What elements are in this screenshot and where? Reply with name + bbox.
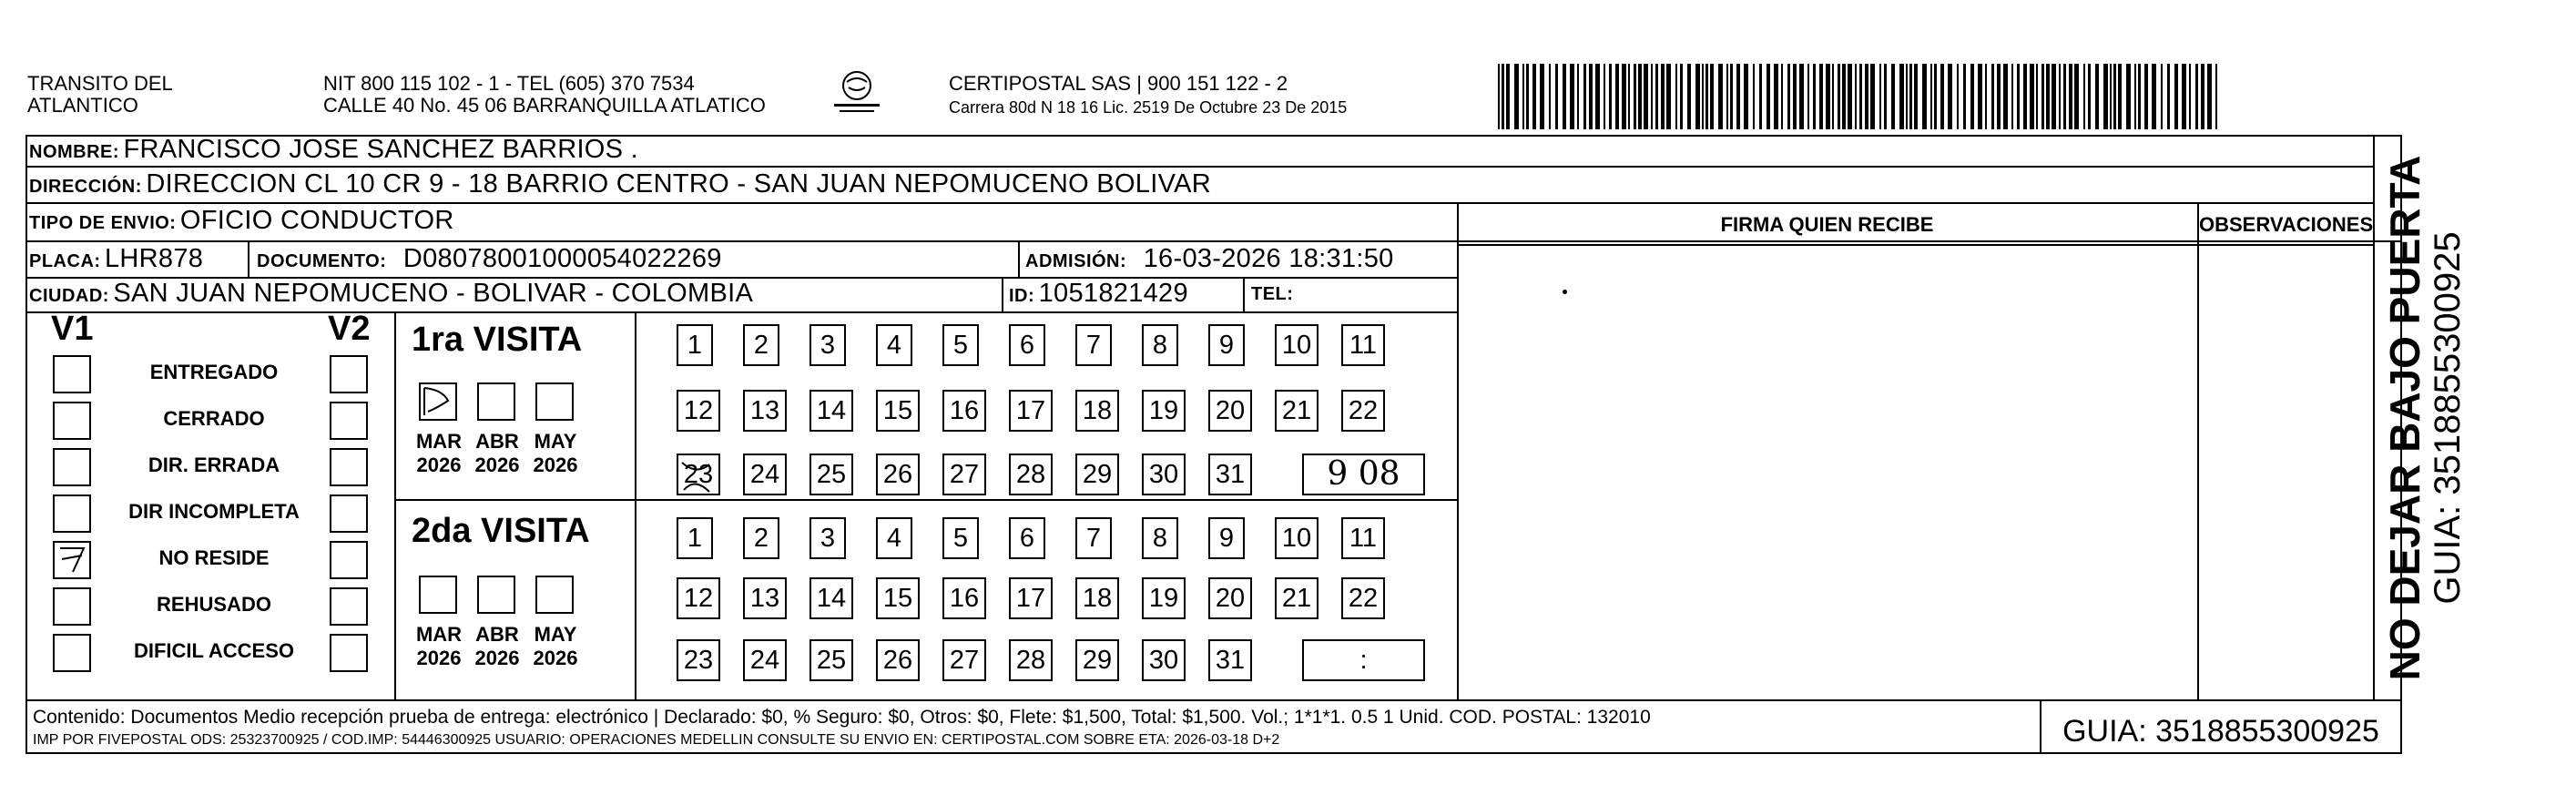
first-visit-month-checkbox[interactable] (535, 382, 574, 421)
barcode-bar (1726, 64, 1728, 129)
v1-checkbox[interactable] (53, 587, 91, 626)
first-visit-day-box[interactable]: 30 (1142, 454, 1186, 495)
courier-license: Carrera 80d N 18 16 Lic. 2519 De Octubre 23 De 2015 (949, 98, 1348, 117)
barcode-bar (1563, 64, 1566, 129)
barcode-bar (1865, 64, 1868, 129)
documento-cell (257, 244, 722, 274)
barcode-bar (2138, 64, 2141, 129)
nombre-row (29, 135, 638, 165)
first-visit-month-label: MAY 2026 (533, 430, 578, 476)
first-visit-day-box[interactable]: 29 (1075, 454, 1119, 495)
second-visit-day-box[interactable]: 12 (677, 577, 720, 619)
barcode-bar (2126, 64, 2131, 129)
barcode-bar (1838, 64, 1840, 129)
first-visit-day-box[interactable]: 20 (1208, 390, 1252, 432)
documento-value: D08078001000054022269 (402, 244, 722, 273)
v1-checkbox[interactable] (53, 494, 91, 533)
first-visit-day-box[interactable]: 1 (677, 324, 713, 366)
barcode-bar (1744, 64, 1748, 129)
barcode-bar (2195, 64, 2198, 129)
second-visit-day-box[interactable]: 28 (1009, 639, 1053, 681)
second-visit-day-box[interactable]: 30 (1142, 639, 1186, 681)
status-option-label: CERRADO (163, 407, 265, 430)
observaciones-header: OBSERVACIONES (2199, 213, 2374, 236)
barcode-bar (1963, 64, 1966, 129)
barcode-bar (1970, 64, 1974, 129)
v2-checkbox[interactable] (330, 587, 368, 626)
barcode-bar (1644, 64, 1648, 129)
first-visit-day-box[interactable]: 6 (1009, 324, 1045, 366)
barcode-bar (2201, 64, 2204, 129)
tel-cell (1251, 284, 1293, 305)
second-visit-day-box[interactable]: 11 (1341, 517, 1385, 559)
tipo-envio-row (29, 206, 454, 236)
v2-checkbox[interactable] (330, 494, 368, 533)
vertical-guia: GUIA: 3518855300925 (2428, 231, 2468, 605)
tipo-label: TIPO DE ENVIO: (29, 213, 177, 233)
nombre-value: FRANCISCO JOSE SANCHEZ BARRIOS . (123, 135, 639, 164)
barcode-icon (1498, 64, 2226, 129)
status-option-label: DIFICIL ACCESO (133, 639, 294, 662)
barcode-bar (1555, 64, 1558, 129)
barcode-bar (1549, 64, 1551, 129)
first-visit-day-box[interactable]: 27 (942, 454, 986, 495)
barcode-bar (1718, 64, 1723, 129)
barcode-bar (1930, 64, 1932, 129)
v2-checkbox[interactable] (330, 541, 368, 579)
barcode-bar (1615, 64, 1619, 129)
barcode-bar (2152, 64, 2156, 129)
barcode-bar (2023, 64, 2027, 129)
barcode-bar (1730, 64, 1733, 129)
barcode-bar (2110, 64, 2112, 129)
barcode-bar (1638, 64, 1642, 129)
second-visit-day-box[interactable]: 20 (1208, 577, 1252, 619)
barcode-bar (2174, 64, 2178, 129)
barcode-bar (1589, 64, 1593, 129)
footer-guia: GUIA: 3518855300925 (2062, 714, 2379, 749)
ciudad-cell (29, 279, 753, 309)
barcode-bar (2052, 64, 2056, 129)
v1-checkbox[interactable] (53, 634, 91, 672)
second-visit-day-box[interactable]: 1 (677, 517, 713, 559)
first-visit-day-box[interactable]: 15 (876, 390, 920, 432)
barcode-bar (2088, 64, 2091, 129)
first-visit-month-checkbox[interactable] (477, 382, 515, 421)
tel-label: TEL: (1251, 284, 1294, 304)
second-visit-day-box[interactable]: 2 (743, 517, 779, 559)
barcode-bar (2063, 64, 2066, 129)
second-visit-day-box[interactable]: 6 (1009, 517, 1045, 559)
barcode-bar (1891, 64, 1895, 129)
barcode-bar (1622, 64, 1626, 129)
v1-checkbox[interactable] (53, 355, 91, 393)
first-visit-day-box[interactable]: 16 (942, 390, 986, 432)
first-visit-month-checkbox[interactable] (419, 382, 457, 421)
second-visit-month-label: ABR 2026 (474, 623, 520, 669)
courier-name: CERTIPOSTAL SAS | 900 151 122 - 2 (949, 72, 1288, 95)
second-visit-label: 2da VISITA (412, 512, 590, 550)
barcode-bar (1655, 64, 1658, 129)
barcode-bar (1787, 64, 1790, 129)
barcode-bar (1522, 64, 1524, 129)
barcode-bar (1753, 64, 1755, 129)
barcode-bar (1848, 64, 1852, 129)
second-visit-day-box[interactable]: 16 (942, 577, 986, 619)
barcode-bar (1832, 64, 1834, 129)
first-visit-day-box[interactable]: 13 (743, 390, 787, 432)
barcode-bar (1855, 64, 1857, 129)
barcode-bar (2167, 64, 2170, 129)
barcode-bar (1502, 64, 1504, 129)
first-visit-day-box[interactable]: 25 (809, 454, 853, 495)
barcode-bar (1767, 64, 1770, 129)
footer-contenido: Contenido: Documentos Medio recepción prueba de entrega: electrónico | Declarado: $0, % Seguro: $0, Otros: $0, Flete: $1,500, Total: $1,500. Vol.; 1*1*1. 0.5 1 Unid. COD. POSTAL: 132010 (33, 707, 1651, 728)
second-visit-day-box[interactable]: 29 (1075, 639, 1119, 681)
first-visit-day-box[interactable]: 26 (876, 454, 920, 495)
barcode-bar (1826, 64, 1830, 129)
second-visit-day-box[interactable]: 21 (1275, 577, 1319, 619)
v2-checkbox[interactable] (330, 402, 368, 440)
barcode-bar (1759, 64, 1762, 129)
second-visit-day-box[interactable]: 19 (1142, 577, 1186, 619)
nombre-label: NOMBRE: (29, 142, 120, 162)
admision-label: ADMISIÓN: (1025, 251, 1127, 271)
barcode-bar (2083, 64, 2085, 129)
second-visit-day-box[interactable]: 13 (743, 577, 787, 619)
first-visit-day-box[interactable]: 12 (677, 390, 720, 432)
v2-checkbox[interactable] (330, 634, 368, 672)
v2-checkbox[interactable] (330, 448, 368, 486)
barcode-bar (2069, 64, 2072, 129)
barcode-bar (1609, 64, 1612, 129)
first-visit-label: 1ra VISITA (412, 321, 583, 359)
second-visit-month-label: MAY 2026 (533, 623, 578, 669)
barcode-bar (1526, 64, 1529, 129)
barcode-bar (1906, 64, 1908, 129)
barcode-bar (1909, 64, 1912, 129)
barcode-bar (1793, 64, 1797, 129)
barcode-bar (1604, 64, 1605, 129)
status-option-label: DIR. ERRADA (148, 454, 280, 476)
v1-checkbox[interactable] (53, 402, 91, 440)
certipostal-logo-icon (830, 67, 883, 120)
first-visit-day-box[interactable]: 9 (1208, 324, 1245, 366)
first-visit-day-box[interactable]: 14 (809, 390, 853, 432)
first-visit-day-box[interactable]: 7 (1075, 324, 1112, 366)
status-option-label: REHUSADO (157, 593, 271, 616)
barcode-bar (1899, 64, 1904, 129)
first-visit-day-box[interactable]: 5 (942, 324, 979, 366)
barcode-bar (2103, 64, 2108, 129)
barcode-bar (2215, 64, 2217, 129)
first-visit-day-box[interactable]: 11 (1341, 324, 1385, 366)
barcode-bar (1628, 64, 1630, 129)
v1-label: V1 (51, 310, 94, 348)
second-visit-day-box[interactable]: 14 (809, 577, 853, 619)
barcode-bar (2036, 64, 2038, 129)
first-visit-day-box[interactable]: 3 (809, 324, 846, 366)
second-visit-day-box[interactable]: 24 (743, 639, 787, 681)
barcode-bar (1710, 64, 1714, 129)
barcode-bar (2161, 64, 2163, 129)
footer-imp: IMP POR FIVEPOSTAL ODS: 25323700925 / COD.IMP: 54446300925 USUARIO: OPERACIONES MEDELLIN CONSULTE SU ENVIO EN: CERTIPOSTAL.COM SOBRE ETA: 2026-03-18 D+2 (33, 732, 1280, 748)
barcode-bar (1884, 64, 1887, 129)
barcode-bar (1702, 64, 1704, 129)
barcode-bar (1985, 64, 1987, 129)
barcode-bar (1940, 64, 1944, 129)
v1-checkbox[interactable] (53, 541, 91, 579)
second-visit-day-box[interactable]: 4 (876, 517, 912, 559)
status-option-label: NO RESIDE (158, 546, 270, 569)
second-visit-day-box[interactable]: 15 (876, 577, 920, 619)
barcode-bar (1870, 64, 1875, 129)
ciudad-value: SAN JUAN NEPOMUCENO - BOLIVAR - COLOMBIA (113, 279, 754, 308)
second-visit-day-box[interactable]: 5 (942, 517, 979, 559)
barcode-bar (1781, 64, 1783, 129)
first-visit-month-label: ABR 2026 (474, 430, 520, 476)
placa-label: PLACA: (29, 251, 101, 271)
barcode-bar (1957, 64, 1959, 129)
barcode-bar (2046, 64, 2050, 129)
barcode-bar (1807, 64, 1809, 129)
issuer-name: TRANSITO DEL ATLANTICO (27, 72, 173, 117)
v1-checkbox[interactable] (53, 448, 91, 486)
barcode-bar (1736, 64, 1740, 129)
barcode-bar (2113, 64, 2116, 129)
second-visit-day-box[interactable]: 3 (809, 517, 846, 559)
second-visit-day-box[interactable]: 26 (876, 639, 920, 681)
first-visit-day-box[interactable]: 28 (1009, 454, 1053, 495)
barcode-bar (1595, 64, 1600, 129)
second-visit-day-box[interactable]: 10 (1275, 517, 1319, 559)
documento-label: DOCUMENTO: (257, 251, 387, 271)
barcode-bar (1914, 64, 1918, 129)
second-visit-day-box[interactable]: 27 (942, 639, 986, 681)
barcode-bar (1570, 64, 1574, 129)
status-option-label: ENTREGADO (149, 361, 279, 383)
barcode-bar (2074, 64, 2079, 129)
direccion-row (29, 169, 1211, 199)
placa-value: LHR878 (105, 244, 204, 273)
status-option-label: DIR INCOMPLETA (128, 500, 300, 523)
first-visit-day-box[interactable]: 2 (743, 324, 779, 366)
second-visit-day-box[interactable]: 18 (1075, 577, 1119, 619)
barcode-bar (1506, 64, 1510, 129)
barcode-bar (2059, 64, 2061, 129)
direccion-label: DIRECCIÓN: (29, 177, 142, 197)
barcode-bar (1583, 64, 1586, 129)
v2-checkbox[interactable] (330, 355, 368, 393)
first-visit-month-label: MAR 2026 (415, 430, 463, 476)
barcode-bar (2017, 64, 2020, 129)
barcode-bar (1705, 64, 1708, 129)
barcode-bar (1774, 64, 1778, 129)
barcode-bar (1540, 64, 1544, 129)
barcode-bar (1687, 64, 1691, 129)
first-visit-day-box[interactable]: 10 (1275, 324, 1319, 366)
barcode-bar (1934, 64, 1937, 129)
barcode-bar (1666, 64, 1671, 129)
barcode-bar (1514, 64, 1519, 129)
second-visit-day-box[interactable]: 8 (1142, 517, 1178, 559)
firma-mark (1563, 290, 1567, 294)
barcode-bar (2041, 64, 2044, 129)
second-visit-month-checkbox[interactable] (535, 576, 574, 614)
id-cell (1009, 279, 1188, 309)
barcode-bar (2134, 64, 2136, 129)
first-visit-day-box[interactable]: 19 (1142, 390, 1186, 432)
barcode-bar (2144, 64, 2148, 129)
barcode-bar (1859, 64, 1862, 129)
v2-label: V2 (328, 310, 371, 348)
barcode-bar (1978, 64, 1982, 129)
id-value: 1051821429 (1038, 279, 1188, 308)
barcode-bar (2118, 64, 2122, 129)
first-visit-day-box[interactable]: 8 (1142, 324, 1178, 366)
barcode-bar (1842, 64, 1846, 129)
barcode-bar (1879, 64, 1881, 129)
placa-cell (29, 244, 203, 274)
barcode-bar (1922, 64, 1927, 129)
second-visit-day-box[interactable]: 31 (1208, 639, 1252, 681)
second-visit-month-checkbox[interactable] (419, 576, 457, 614)
first-visit-day-box[interactable]: 18 (1075, 390, 1119, 432)
id-label: ID: (1009, 286, 1035, 306)
ciudad-label: CIUDAD: (29, 286, 109, 306)
first-visit-day-box[interactable]: 24 (743, 454, 787, 495)
barcode-bar (1577, 64, 1579, 129)
second-visit-day-box[interactable]: 7 (1075, 517, 1112, 559)
admision-value: 16-03-2026 18:31:50 (1143, 244, 1394, 273)
barcode-bar (1661, 64, 1665, 129)
first-visit-day-box[interactable]: 23 (677, 454, 720, 495)
vertical-notice (2375, 135, 2475, 701)
barcode-bar (2095, 64, 2099, 129)
barcode-bar (1532, 64, 1536, 129)
issuer-contact: NIT 800 115 102 - 1 - TEL (605) 370 7534 CALLE 40 No. 45 06 BARRANQUILLA ATLATICO (323, 72, 766, 117)
barcode-bar (2011, 64, 2013, 129)
barcode-bar (1675, 64, 1677, 129)
barcode-bar (1991, 64, 1994, 129)
first-visit-day-box[interactable]: 17 (1009, 390, 1053, 432)
barcode-bar (1634, 64, 1636, 129)
admision-cell (1025, 244, 1394, 274)
firma-header: FIRMA QUIEN RECIBE (1720, 213, 1934, 236)
barcode-bar (1813, 64, 1816, 129)
second-visit-day-box[interactable]: 23 (677, 639, 720, 681)
second-visit-day-box[interactable]: 17 (1009, 577, 1053, 619)
second-visit-day-box[interactable]: 25 (809, 639, 853, 681)
first-visit-day-box[interactable]: 22 (1341, 390, 1385, 432)
barcode-bar (1997, 64, 2001, 129)
barcode-bar (1695, 64, 1700, 129)
barcode-bar (1799, 64, 1804, 129)
tipo-value: OFICIO CONDUCTOR (179, 206, 454, 235)
second-visit-day-box[interactable]: 9 (1208, 517, 1245, 559)
barcode-bar (1680, 64, 1683, 129)
barcode-bar (2030, 64, 2034, 129)
first-visit-time-box[interactable]: 9 08 (1302, 454, 1425, 495)
second-visit-time-box[interactable]: : (1302, 639, 1425, 681)
barcode-bar (1651, 64, 1653, 129)
second-visit-day-box[interactable]: 22 (1341, 577, 1385, 619)
barcode-bar (1948, 64, 1952, 129)
second-visit-month-checkbox[interactable] (477, 576, 515, 614)
barcode-bar (2003, 64, 2008, 129)
barcode-bar (1819, 64, 1823, 129)
second-visit-month-label: MAR 2026 (415, 623, 463, 669)
first-visit-day-box[interactable]: 31 (1208, 454, 1252, 495)
no-dejar-bajo-puerta: NO DEJAR BAJO PUERTA (2381, 155, 2428, 681)
barcode-bar (2207, 64, 2212, 129)
barcode-bar (1498, 64, 1500, 129)
barcode-bar (2182, 64, 2186, 129)
first-visit-day-box[interactable]: 21 (1275, 390, 1319, 432)
first-visit-day-box[interactable]: 4 (876, 324, 912, 366)
barcode-bar (2189, 64, 2191, 129)
direccion-value: DIRECCION CL 10 CR 9 - 18 BARRIO CENTRO - SAN JUAN NEPOMUCENO BOLIVAR (146, 169, 1211, 199)
